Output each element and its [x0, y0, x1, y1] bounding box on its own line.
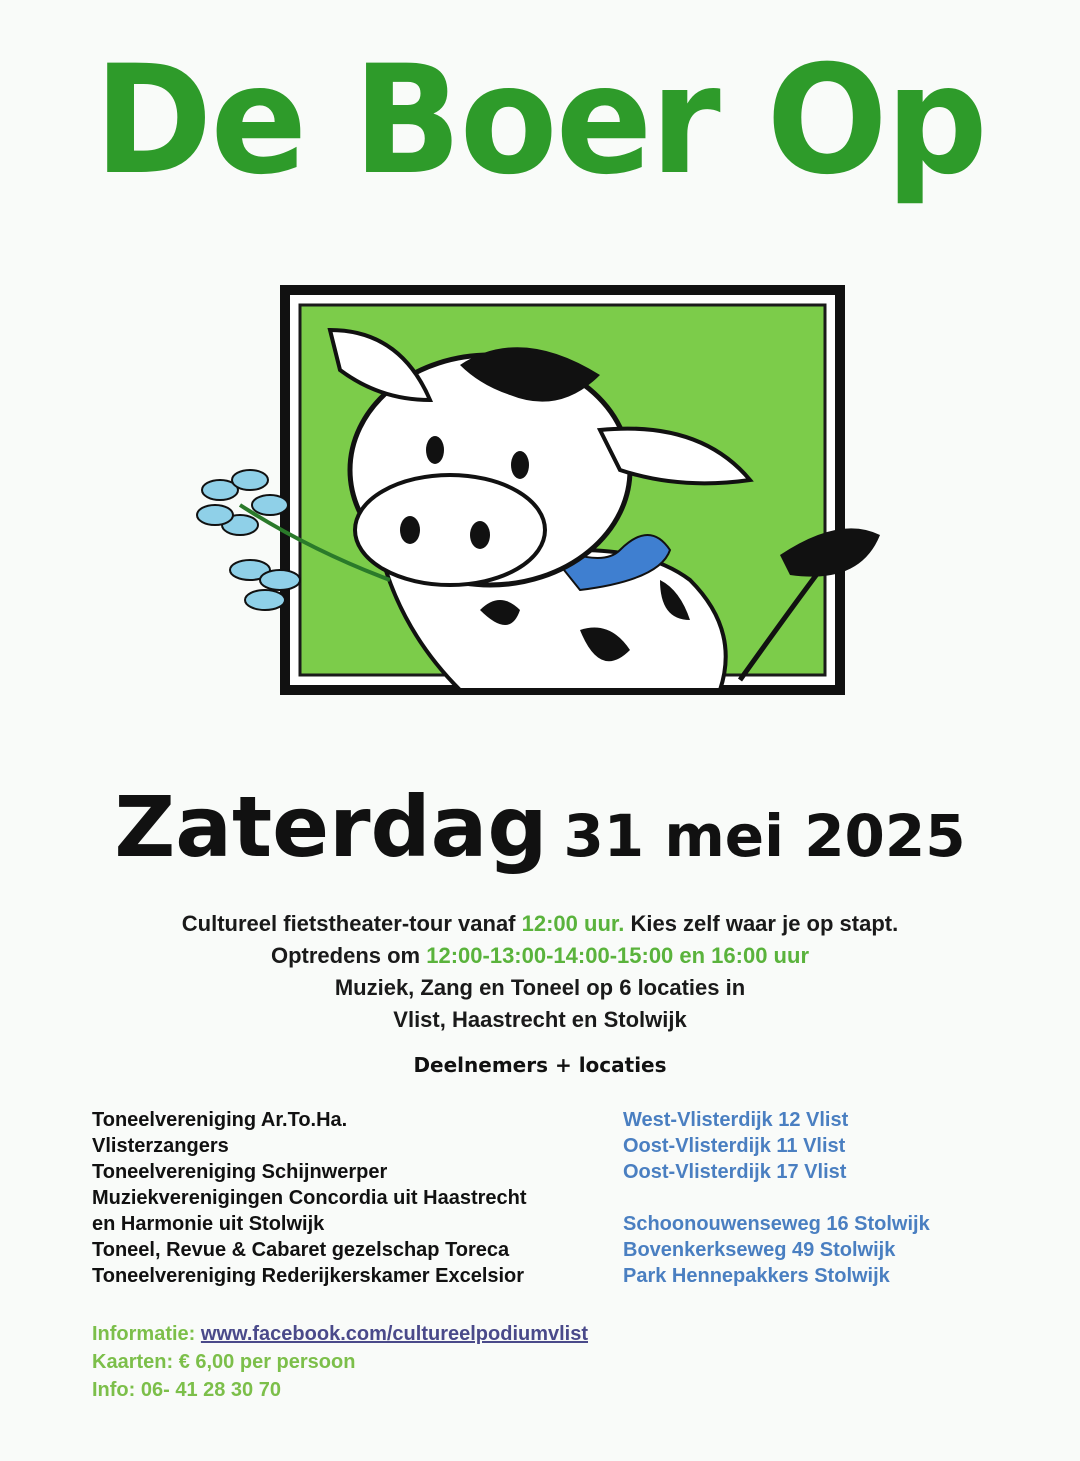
location-item: Oost-Vlisterdijk 11 Vlist	[623, 1135, 846, 1157]
info-label: Informatie:	[92, 1323, 201, 1345]
info-line-1-start-time: 12:00 uur.	[521, 911, 625, 936]
cow-illustration	[180, 250, 900, 730]
participants-heading: Deelnemers + locaties	[413, 1053, 667, 1077]
info-phone: Info: 06- 41 28 30 70	[92, 1379, 281, 1401]
location-item	[623, 1185, 1063, 1211]
location-item: Park Hennepakkers Stolwijk	[623, 1265, 890, 1287]
participant-item: Toneel, Revue & Cabaret gezelschap Toreca	[92, 1239, 510, 1261]
participant-item: Muziekverenigingen Concordia uit Haastrecht	[92, 1187, 527, 1209]
info-line-2-times: 12:00-13:00-14:00-15:00 en 16:00 uur	[426, 943, 809, 968]
info-line-1	[0, 908, 1080, 940]
location-item: West-Vlisterdijk 12 Vlist	[623, 1109, 849, 1131]
info-line-2-a: Optredens om	[270, 943, 427, 968]
location-item: Oost-Vlisterdijk 17 Vlist	[623, 1161, 847, 1183]
event-info	[0, 908, 1080, 1036]
info-line-1-a: Cultureel fietstheater-tour vanaf	[181, 911, 522, 936]
facebook-link[interactable]: www.facebook.com/cultureelpodiumvlist	[200, 1323, 589, 1345]
poster-title: De Boer Op	[94, 34, 986, 208]
locations-list	[623, 1107, 1063, 1289]
info-line-2	[0, 940, 1080, 972]
location-item: Schoonouwenseweg 16 Stolwijk	[623, 1213, 930, 1235]
participant-item: Toneelvereniging Ar.To.Ha.	[92, 1109, 348, 1131]
info-line-1-c: Kies zelf waar je op stapt.	[624, 911, 899, 936]
participant-item: Toneelvereniging Rederijkerskamer Excelsior	[92, 1265, 525, 1287]
info-line-4: Vlist, Haastrecht en Stolwijk	[393, 1007, 687, 1032]
info-line-3: Muziek, Zang en Toneel op 6 locaties in	[334, 975, 746, 1000]
footer-info	[92, 1320, 992, 1404]
footer-info-line	[92, 1320, 992, 1348]
participant-item: Toneelvereniging Schijnwerper	[92, 1161, 388, 1183]
date-day: Zaterdag	[114, 778, 548, 876]
participant-item: en Harmonie uit Stolwijk	[92, 1213, 325, 1235]
participants-list	[92, 1107, 612, 1289]
event-date	[0, 778, 1080, 876]
participant-item: Vlisterzangers	[92, 1135, 229, 1157]
date-rest: 31 mei 2025	[563, 802, 966, 870]
location-item: Bovenkerkseweg 49 Stolwijk	[623, 1239, 896, 1261]
tickets-price: Kaarten: € 6,00 per persoon	[92, 1351, 356, 1373]
